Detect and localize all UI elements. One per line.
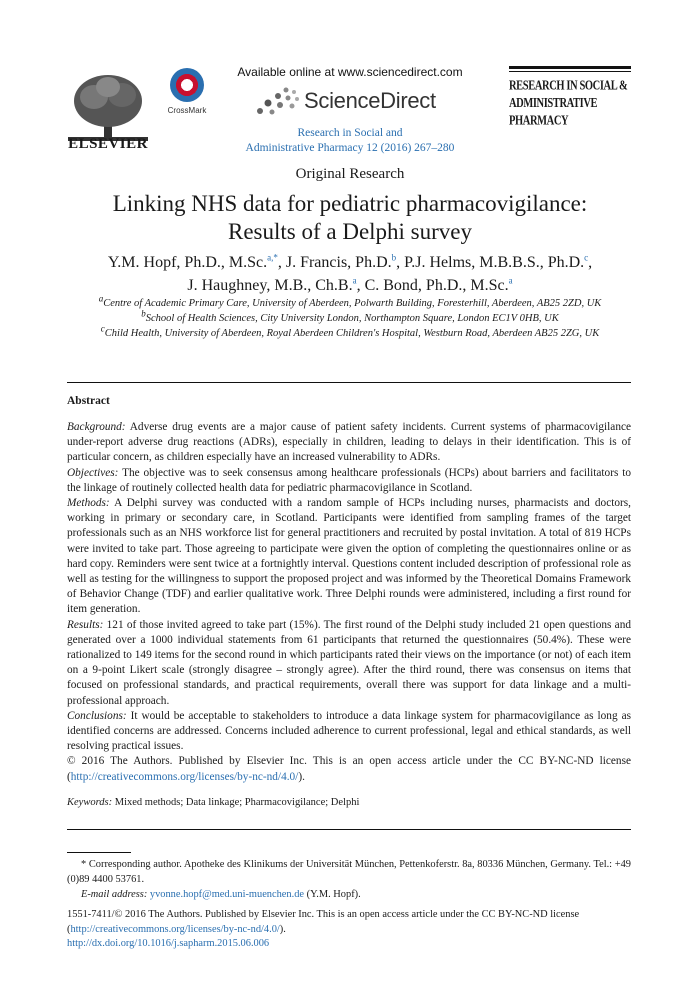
author-name[interactable]: P.J. Helms, M.B.B.S., Ph.D. <box>404 254 585 271</box>
article-title <box>40 190 660 246</box>
author-name[interactable]: Y.M. Hopf, Ph.D., M.Sc. <box>107 254 268 271</box>
author-sup[interactable]: a,* <box>267 252 278 263</box>
license-link[interactable]: http://creativecommons.org/licenses/by-nc-nd/4.0/ <box>70 770 299 783</box>
abstract-body <box>67 420 631 785</box>
author-sup[interactable]: a <box>508 275 513 286</box>
abstract-objectives: Objectives: The objective was to seek consensus among healthcare professionals (HCPs) about barriers and facilitators to the linkage of routinely collected health data for pediatric pharmacovigilance in Scotland. <box>67 466 631 494</box>
sciencedirect-logo-text: ScienceDirect <box>304 88 436 113</box>
crossmark-badge[interactable] <box>164 68 210 124</box>
corresponding-author-footnote: * Corresponding author. Apotheke des Klinikums der Universität München, Pettenkoferstr. 8a, 80336 München, Germany. Tel.: +49 (0)89 4400 53761. E-mail address: yvonne.hopf@med.uni-muenchen.de (Y.M. Hopf). <box>67 859 631 900</box>
author-name[interactable]: J. Haughney, M.B., Ch.B. <box>187 277 353 294</box>
available-online-text: Available online at www.sciencedirect.com <box>237 65 463 79</box>
crossmark-icon <box>170 68 204 102</box>
doi-link[interactable]: http://dx.doi.org/10.1016/j.sapharm.2015.06.006 <box>67 938 270 949</box>
author-sup[interactable]: c <box>584 252 589 263</box>
journal-reference[interactable] <box>220 126 480 156</box>
author-sup[interactable]: a <box>352 275 357 286</box>
article-type: Original Research <box>295 166 405 182</box>
footnote-rule <box>67 852 131 853</box>
author-name[interactable]: J. Francis, Ph.D. <box>285 254 392 271</box>
affiliations <box>68 293 632 341</box>
sciencedirect-dots-icon <box>252 86 302 116</box>
journal-ref-line1: Research in Social and <box>297 127 403 139</box>
abstract-methods: Methods: A Delphi survey was conducted with a random sample of HCPs including nurses, pharmacists and doctors, working in primary or secondary care, in Scotland. Participants were identified from sampling frames of the target professionals such as an NHS workforce list for general practitioners and recruited by postal invitation. A total of 819 HCPs were invited to take part. Those agreeing to participate were given the option of completing the questionnaires online or as hard copy. Reminders were sent twice at a fortnightly interval. Questions content included description of professional role as well as testing for the willingness to support the proposed project and was informed by the Theoretical Domains Framework of Behavior Change (TDF) and earlier qualitative work. Three Delphi rounds were administered, including a first round for item generation. <box>67 497 631 616</box>
crossmark-label: CrossMark <box>167 106 207 115</box>
abstract-conclusions: Conclusions: It would be acceptable to stakeholders to introduce a data linkage system for pharmacovigilance as long as identified concerns are addressed. Concerns included adherence to current professional, legal and ethical standards, as well resolving practical issues. <box>67 709 631 753</box>
abstract-heading: Abstract <box>67 395 110 407</box>
abstract-background: Background: Adverse drug events are a major cause of patient safety incidents. Current systems of pharmacovigilance under-report adverse drug reactions (ADRs), especially in children, leading to delays in their identification. This is of particular concern, as children especially have an increased vulnerability to ADRs. <box>67 421 631 464</box>
keywords-label: Keywords: <box>67 797 113 808</box>
footer-license-link[interactable]: http://creativecommons.org/licenses/by-nc-nd/4.0/ <box>70 923 280 935</box>
title-line1: Linking NHS data for pediatric pharmacovigilance: <box>112 191 588 216</box>
divider <box>67 382 631 383</box>
abstract-results: Results: 121 of those invited agreed to take part (15%). The first round of the Delphi study included 21 open questions and generated over a 1000 individual statements from 61 participants that returned the questionnaires (50.4%). These were rationalized to 149 items for the second round in which participants rated their views on the importance (or not) of each item on a 9-point Likert scale (strongly disagree – strongly agree). After the third round, there was consensus on items that focused on professional standards, and practical requirements, overall there was support for data linkage and a multi-professional approach. <box>67 618 631 707</box>
masthead-line2: ADMINISTRATIVE PHARMACY <box>509 96 598 128</box>
keywords-text: Mixed methods; Data linkage; Pharmacovigilance; Delphi <box>114 797 360 808</box>
keywords <box>67 797 631 808</box>
masthead-line1: RESEARCH IN SOCIAL & <box>509 79 628 93</box>
journal-masthead <box>509 66 631 128</box>
divider <box>67 829 631 830</box>
affiliation-c: $^c$Child Health, University of Aberdeen, Royal Aberdeen Children's Hospital, Westburn Road, Aberdeen AB25 2ZG, UK <box>100 323 600 339</box>
author-name[interactable]: C. Bond, Ph.D., M.Sc. <box>364 277 509 294</box>
author-list: Y.M. Hopf, Ph.D., M.Sc.$^{a,*}$, J. Francis, Ph.D.$^b$, P.J. Helms, M.B.B.S., Ph.D.$^c$, J. Haughney, M.B., Ch.B.$^a$, C. Bond, Ph.D., M.Sc.$^a$ <box>107 252 593 294</box>
journal-ref-line2: Administrative Pharmacy 12 (2016) 267–280 <box>245 142 455 154</box>
elsevier-logo-text: ELSEVIER <box>68 136 148 152</box>
author-sup[interactable]: b <box>391 252 397 263</box>
page-footer: 1551-7411/© 2016 The Authors. Published by Elsevier Inc. This is an open access article under the CC BY-NC-ND license (http://creativecommons.org/licenses/by-nc-nd/4.0/). http://dx.doi.org/10.1016/j.sapharm.2015.06.006 <box>67 909 580 949</box>
affiliation-a: $^a$Centre of Academic Primary Care, University of Aberdeen, Polwarth Building, Foresterhill, Aberdeen, AB25 2ZD, UK <box>98 293 602 309</box>
email-link[interactable]: yvonne.hopf@med.uni-muenchen.de <box>149 889 305 900</box>
affiliation-b: $^b$School of Health Sciences, City University London, Northampton Square, London EC1V 0HB, UK <box>141 308 559 324</box>
title-line2: Results of a Delphi survey <box>227 219 472 244</box>
abstract-copyright: © 2016 The Authors. Published by Elsevier Inc. This is an open access article under the CC BY-NC-ND license (http://creativecommons.org/licenses/by-nc-nd/4.0/). <box>67 755 631 783</box>
